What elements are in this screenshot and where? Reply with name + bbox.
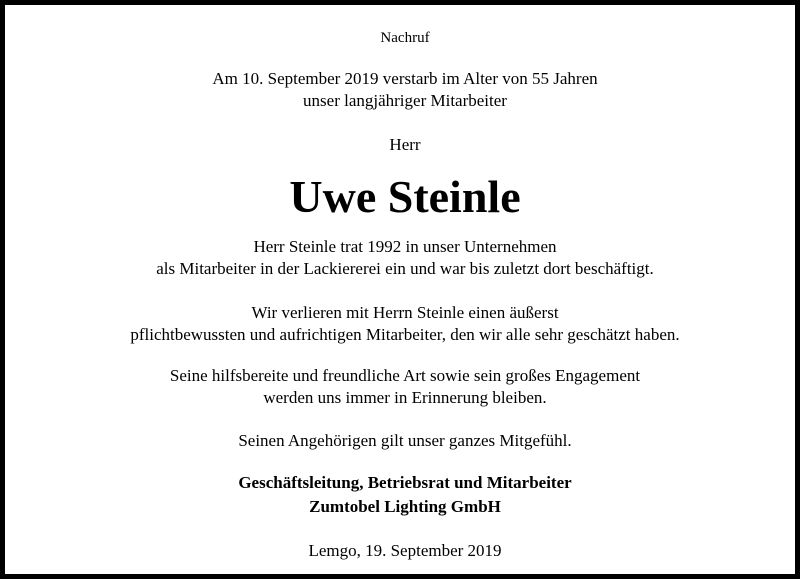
paragraph-3-line-2: werden uns immer in Erinnerung bleiben. <box>263 388 547 407</box>
paragraph-2-line-2: pflichtbewussten und aufrichtigen Mitarbeiter, den wir alle sehr geschätzt haben. <box>130 325 680 344</box>
paragraph-3-line-1: Seine hilfsbereite und freundliche Art sowie sein großes Engagement <box>169 366 641 385</box>
paragraph-1-line-1: Herr Steinle trat 1992 in unser Unternehmen <box>253 237 557 256</box>
place-date: Lemgo, 19. September 2019 <box>308 541 502 560</box>
signature-line-2: Zumtobel Lighting GmbH <box>309 497 501 516</box>
notice-heading: Nachruf <box>380 30 430 46</box>
condolence-line: Seinen Angehörigen gilt unser ganzes Mitgefühl. <box>238 431 572 450</box>
intro-line-1: Am 10. September 2019 verstarb im Alter von 55 Jahren <box>212 69 598 88</box>
paragraph-2-line-1: Wir verlieren mit Herrn Steinle einen äußerst <box>251 303 559 322</box>
signature-line-1: Geschäftsleitung, Betriebsrat und Mitarbeiter <box>238 473 572 492</box>
intro-line-2: unser langjähriger Mitarbeiter <box>303 91 507 110</box>
salutation: Herr <box>389 135 421 154</box>
paragraph-1-line-2: als Mitarbeiter in der Lackiererei ein und war bis zuletzt dort beschäftigt. <box>156 259 654 278</box>
deceased-name: Uwe Steinle <box>289 171 521 222</box>
